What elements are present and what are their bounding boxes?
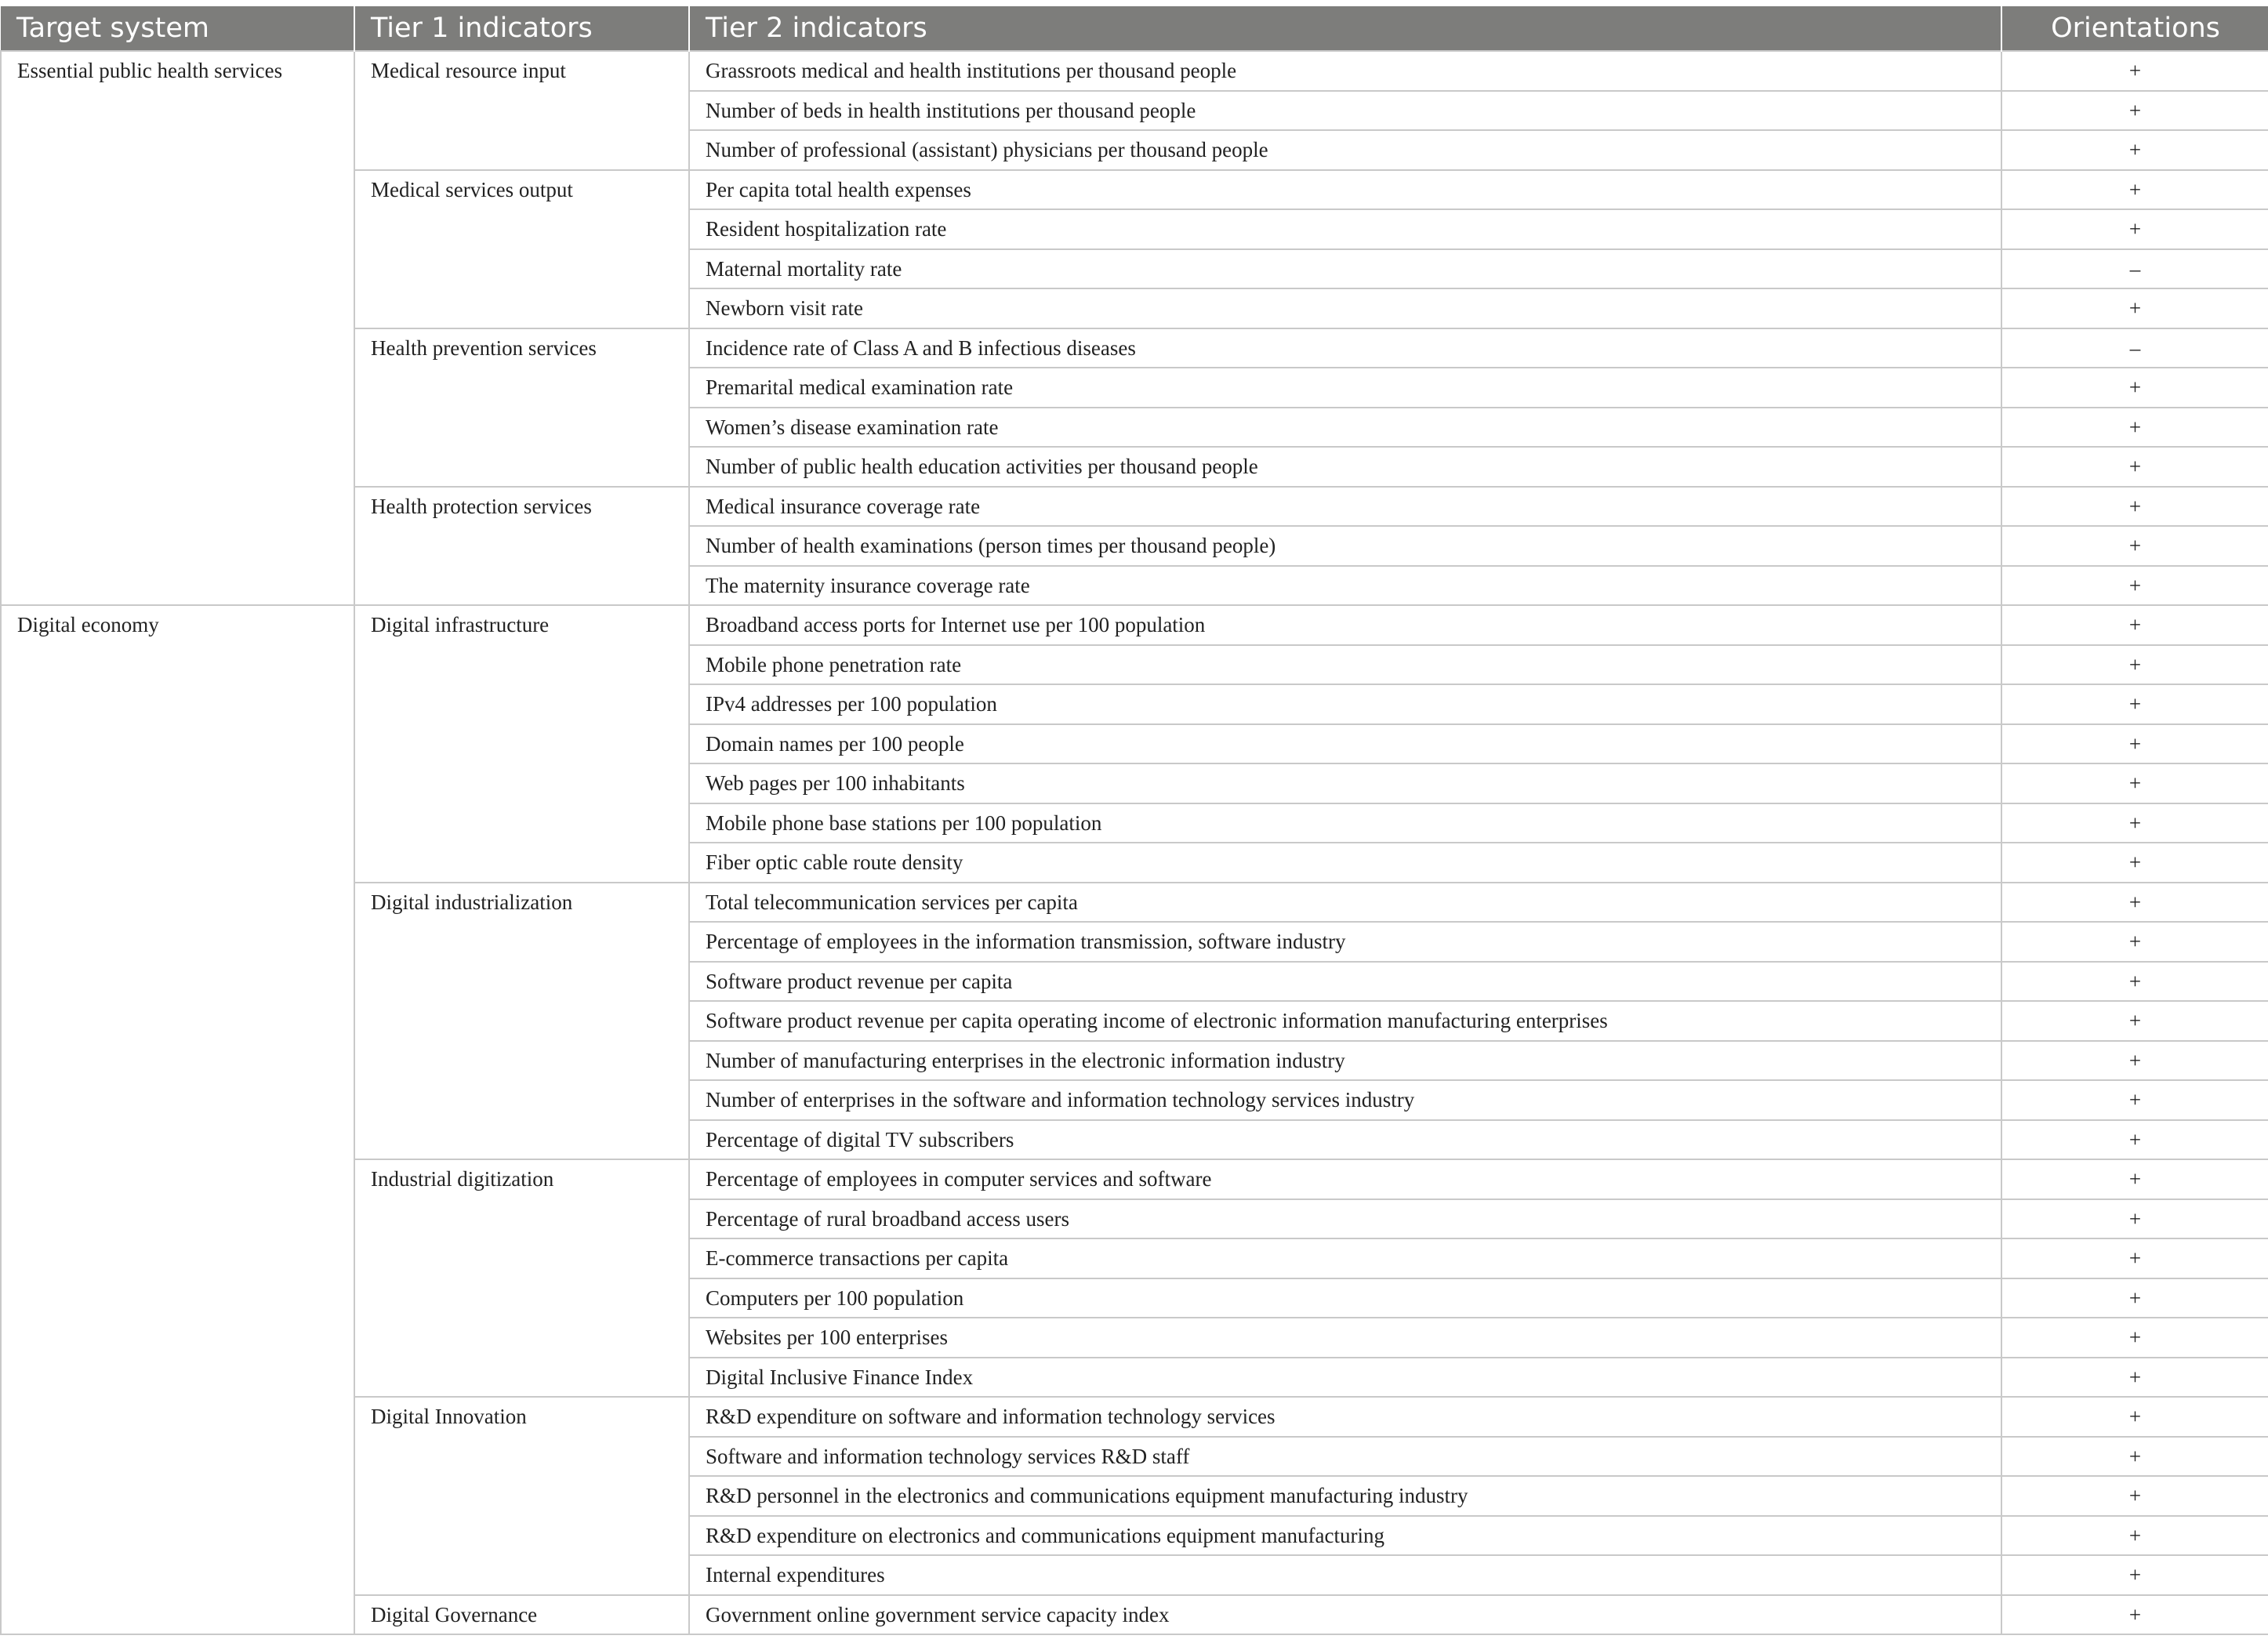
table-row [1,605,2268,645]
orientation-cell: + [2001,170,2268,210]
table-header [1,6,2268,51]
tier2-indicator-cell: Digital Inclusive Finance Index [689,1358,2001,1398]
tier2-indicator-cell: Incidence rate of Class A and B infectious diseases [689,328,2001,368]
orientation-cell: + [2001,1159,2268,1199]
target-system-cell: Essential public health services [1,51,354,605]
orientation-cell: + [2001,1120,2268,1160]
tier2-indicator-cell: Resident hospitalization rate [689,209,2001,249]
tier2-indicator-cell: R&D personnel in the electronics and communications equipment manufacturing industry [689,1476,2001,1516]
orientation-cell: + [2001,645,2268,685]
tier2-indicator-cell: Government online government service capacity index [689,1595,2001,1635]
tier1-indicator-cell: Digital Governance [354,1595,689,1635]
orientation-cell: – [2001,249,2268,289]
header-row [1,6,2268,51]
tier2-indicator-cell: Number of beds in health institutions per thousand people [689,91,2001,131]
header-orientations: Orientations [2001,6,2268,51]
orientation-cell: + [2001,526,2268,566]
orientation-cell: + [2001,605,2268,645]
orientation-cell: + [2001,1397,2268,1437]
orientation-cell: + [2001,962,2268,1002]
orientation-cell: + [2001,1199,2268,1239]
tier2-indicator-cell: R&D expenditure on software and information technology services [689,1397,2001,1437]
header-target-system: Target system [1,6,354,51]
tier2-indicator-cell: Medical insurance coverage rate [689,487,2001,527]
tier2-indicator-cell: Software product revenue per capita [689,962,2001,1002]
tier2-indicator-cell: Percentage of rural broadband access users [689,1199,2001,1239]
orientation-cell: + [2001,763,2268,803]
orientation-cell: + [2001,724,2268,764]
tier2-indicator-cell: Mobile phone base stations per 100 population [689,803,2001,843]
orientation-cell: + [2001,408,2268,448]
tier2-indicator-cell: Grassroots medical and health institutions per thousand people [689,51,2001,91]
tier2-indicator-cell: Number of public health education activities per thousand people [689,447,2001,487]
tier2-indicator-cell: Percentage of employees in computer services and software [689,1159,2001,1199]
tier2-indicator-cell: The maternity insurance coverage rate [689,566,2001,606]
orientation-cell: + [2001,1318,2268,1358]
tier2-indicator-cell: Fiber optic cable route density [689,843,2001,883]
tier2-indicator-cell: Computers per 100 population [689,1278,2001,1318]
table-body [1,51,2268,1634]
orientation-cell: + [2001,843,2268,883]
tier2-indicator-cell: Per capita total health expenses [689,170,2001,210]
orientation-cell: + [2001,1595,2268,1635]
tier1-indicator-cell: Medical resource input [354,51,689,170]
orientation-cell: + [2001,1476,2268,1516]
tier1-indicator-cell: Health protection services [354,487,689,606]
tier2-indicator-cell: Internal expenditures [689,1555,2001,1595]
orientation-cell: + [2001,1437,2268,1477]
tier2-indicator-cell: IPv4 addresses per 100 population [689,684,2001,724]
tier2-indicator-cell: Percentage of employees in the information transmission, software industry [689,922,2001,962]
orientation-cell: + [2001,130,2268,170]
table-row [1,51,2268,91]
orientation-cell: + [2001,803,2268,843]
tier1-indicator-cell: Industrial digitization [354,1159,689,1397]
target-system-cell: Digital economy [1,605,354,1634]
tier1-indicator-cell: Health prevention services [354,328,689,487]
tier2-indicator-cell: Mobile phone penetration rate [689,645,2001,685]
orientation-cell: + [2001,1358,2268,1398]
orientation-cell: + [2001,487,2268,527]
tier2-indicator-cell: Number of health examinations (person times per thousand people) [689,526,2001,566]
orientation-cell: + [2001,368,2268,408]
tier2-indicator-cell: Number of professional (assistant) physicians per thousand people [689,130,2001,170]
tier2-indicator-cell: Premarital medical examination rate [689,368,2001,408]
tier2-indicator-cell: Software product revenue per capita operating income of electronic information manufacturing enterprises [689,1001,2001,1041]
orientation-cell: – [2001,328,2268,368]
tier2-indicator-cell: Web pages per 100 inhabitants [689,763,2001,803]
tier1-indicator-cell: Medical services output [354,170,689,328]
orientation-cell: + [2001,1041,2268,1081]
tier1-indicator-cell: Digital industrialization [354,883,689,1160]
tier2-indicator-cell: Broadband access ports for Internet use per 100 population [689,605,2001,645]
orientation-cell: + [2001,1238,2268,1278]
tier2-indicator-cell: Women’s disease examination rate [689,408,2001,448]
header-tier2-indicators: Tier 2 indicators [689,6,2001,51]
tier2-indicator-cell: Number of manufacturing enterprises in the electronic information industry [689,1041,2001,1081]
orientation-cell: + [2001,209,2268,249]
orientation-cell: + [2001,51,2268,91]
tier2-indicator-cell: Newborn visit rate [689,288,2001,328]
tier2-indicator-cell: Percentage of digital TV subscribers [689,1120,2001,1160]
orientation-cell: + [2001,1001,2268,1041]
orientation-cell: + [2001,447,2268,487]
orientation-cell: + [2001,91,2268,131]
orientation-cell: + [2001,566,2268,606]
tier2-indicator-cell: Total telecommunication services per capita [689,883,2001,923]
orientation-cell: + [2001,922,2268,962]
orientation-cell: + [2001,1555,2268,1595]
tier1-indicator-cell: Digital infrastructure [354,605,689,883]
orientation-cell: + [2001,1080,2268,1120]
header-tier1-indicators: Tier 1 indicators [354,6,689,51]
orientation-cell: + [2001,1278,2268,1318]
tier2-indicator-cell: R&D expenditure on electronics and communications equipment manufacturing [689,1516,2001,1556]
orientation-cell: + [2001,1516,2268,1556]
tier2-indicator-cell: Domain names per 100 people [689,724,2001,764]
tier1-indicator-cell: Digital Innovation [354,1397,689,1595]
tier2-indicator-cell: Maternal mortality rate [689,249,2001,289]
indicator-table [0,6,2268,1635]
orientation-cell: + [2001,883,2268,923]
tier2-indicator-cell: Software and information technology services R&D staff [689,1437,2001,1477]
orientation-cell: + [2001,288,2268,328]
orientation-cell: + [2001,684,2268,724]
tier2-indicator-cell: E-commerce transactions per capita [689,1238,2001,1278]
tier2-indicator-cell: Number of enterprises in the software and information technology services industry [689,1080,2001,1120]
tier2-indicator-cell: Websites per 100 enterprises [689,1318,2001,1358]
